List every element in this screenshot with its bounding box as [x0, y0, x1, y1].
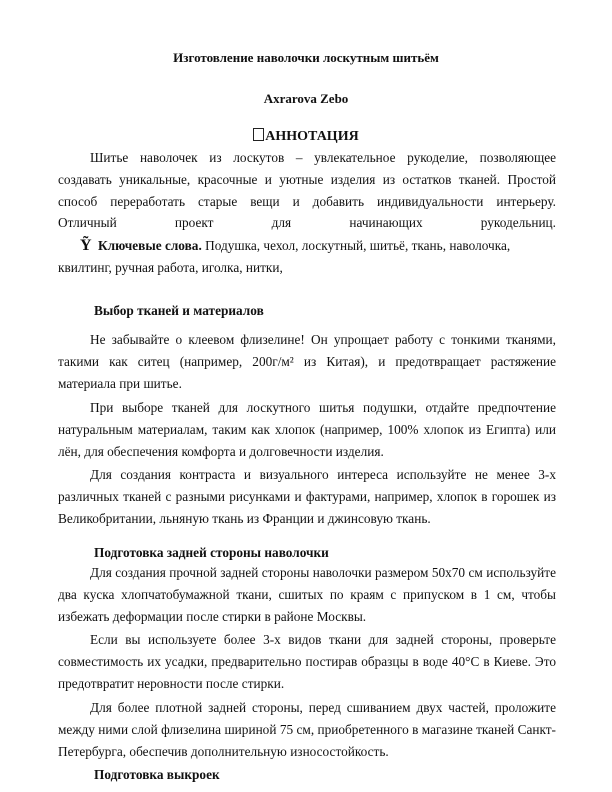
section-heading: Подготовка задней стороны наволочки	[94, 545, 329, 560]
annotation-line: Отличный проект для начинающих рукодельниц.	[58, 215, 556, 231]
keywords-label: Ключевые слова.	[98, 238, 202, 253]
section-heading: Выбор тканей и материалов	[94, 303, 264, 318]
placeholder-box-icon	[253, 128, 264, 141]
keywords-line: квилтинг, ручная работа, иголка, нитки,	[58, 259, 283, 275]
document-title: Изготовление наволочки лоскутным шитьём	[173, 50, 439, 65]
paragraph: Для создания контраста и визуального интереса используйте не менее 3-х различных тканей с разными рисунками и фактурами, например, хлопок в горошек из Великобритании, льняную ткань из Франции и джинсовую ткань.	[58, 467, 556, 526]
keywords-paragraph	[58, 235, 556, 279]
annotation-line: создавать уникальные, красочные и уютные изделия из остатков тканей. Простой	[58, 171, 556, 187]
annotation-heading	[0, 128, 612, 145]
author-name: Axrarova Zebo	[263, 91, 349, 106]
paragraph: Если вы используете более 3-х видов ткани для задней стороны, проверьте совместимость их усадки, предварительно постирав образцы в воде 40°C в Киеве. Это предотвратит неровности после стирки.	[58, 632, 556, 691]
keywords-list: Подушка, чехол, лоскутный, шитьё, ткань, наволочка,	[201, 238, 511, 253]
paragraph: Для создания прочной задней стороны наволочки размером 50x70 см используйте два куска хлопчатобумажной ткани, сшитых по краям с припуском в 1 см, чтобы избежать деформации после стирки в районе Москвы.	[58, 565, 556, 624]
annotation-paragraph	[58, 147, 556, 234]
pin-icon: Ỹ	[80, 237, 92, 254]
paragraph: Для более плотной задней стороны, перед сшиванием двух частей, проложите между ними слой флизелина шириной 75 см, приобретенного в магазине тканей Санкт-Петербурга, обеспечив дополнительную износостойкость.	[58, 700, 556, 759]
paragraph: Не забывайте о клеевом флизелине! Он упрощает работу с тонкими тканями, такими как ситец (например, 200г/м² из Китая), и предотвращает растяжение материала при шитье.	[58, 332, 556, 391]
annotation-line: Шитье наволочек из лоскутов – увлекательное рукоделие, позволяющее	[90, 150, 556, 165]
annotation-line: способ переработать старые вещи и добавить индивидуальности интерьеру.	[58, 193, 556, 209]
keywords-line	[58, 235, 556, 257]
paragraph: При выборе тканей для лоскутного шитья подушки, отдайте предпочтение натуральным материалам, таким как хлопок (например, 100% хлопок из Египта) или лён, для обеспечения комфорта и долговечности изделия.	[58, 400, 556, 459]
section-heading: Подготовка выкроек	[94, 767, 220, 782]
annotation-heading-text: АННОТАЦИЯ	[265, 129, 359, 144]
